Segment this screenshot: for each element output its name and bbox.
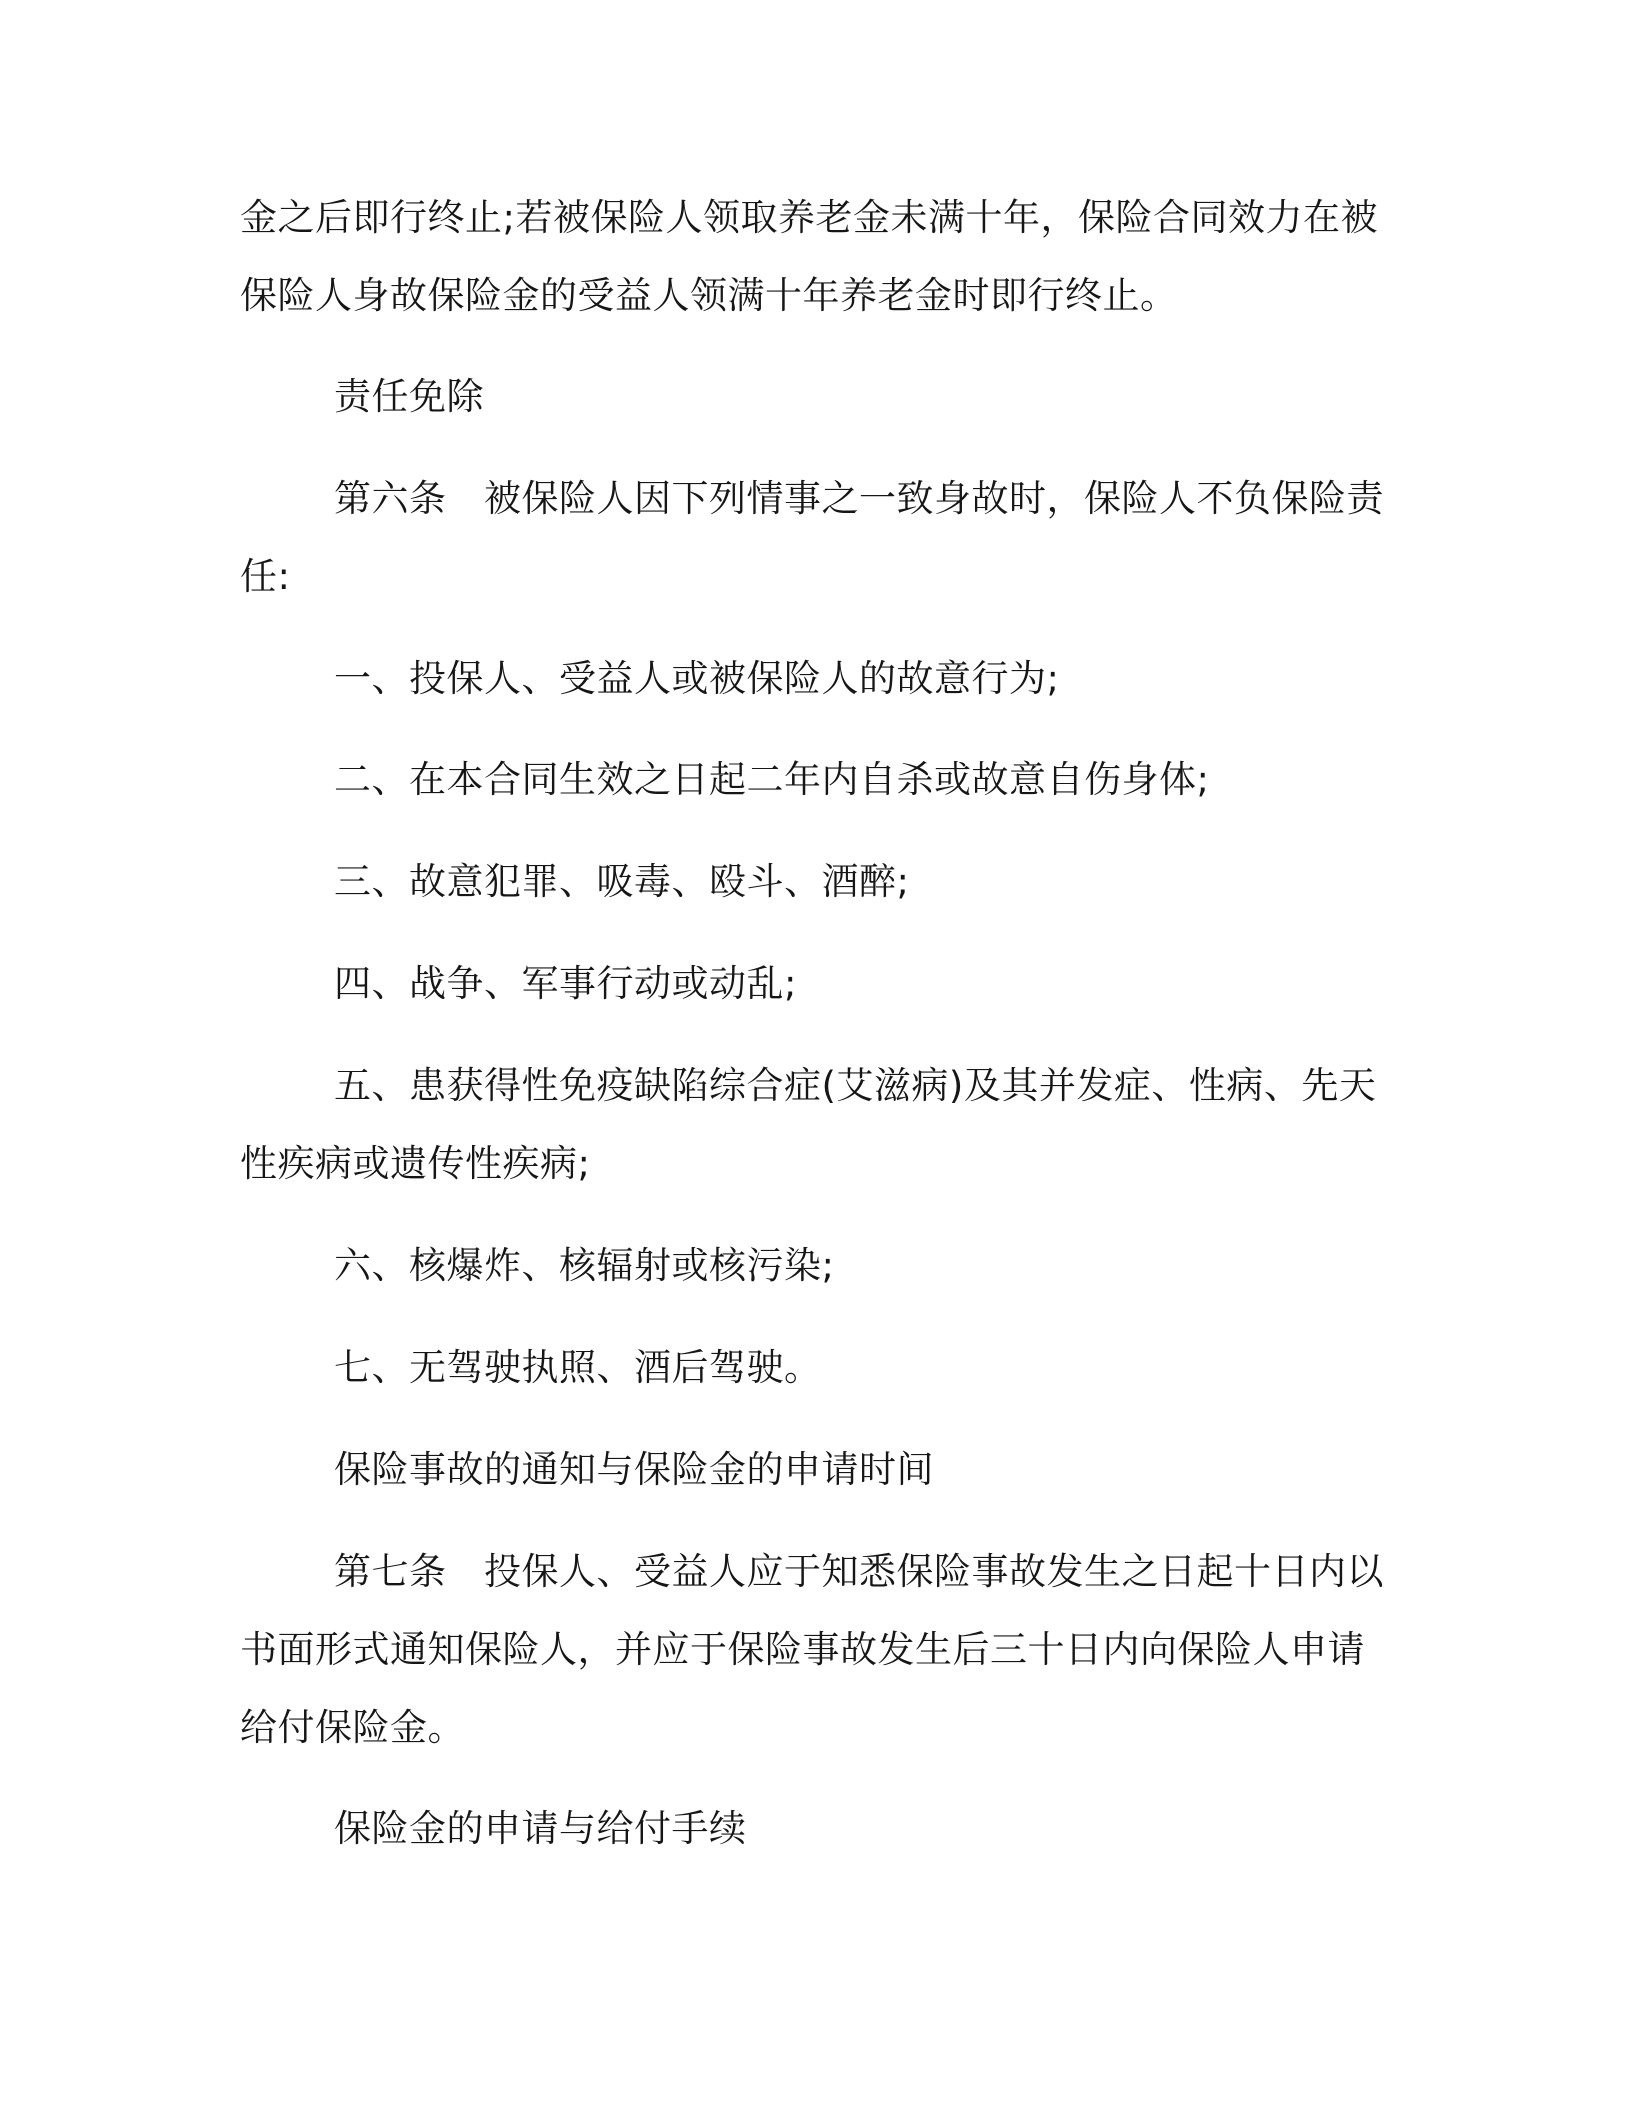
exemption-item-3 — [240, 843, 1380, 921]
text-line: 书面形式通知保险人，并应于保险事故发生后三十日内向保险人申请 — [240, 1628, 1365, 1671]
text-line: 责任免除 — [334, 375, 484, 418]
text-line: 三、故意犯罪、吸毒、殴斗、酒醉; — [334, 860, 910, 903]
text-line: 保险事故的通知与保险金的申请时间 — [334, 1448, 934, 1491]
exemption-item-6 — [240, 1227, 1380, 1305]
exemption-item-2 — [240, 741, 1380, 819]
text-line: 六、核爆炸、核辐射或核污染; — [334, 1244, 835, 1287]
text-line: 任: — [240, 555, 291, 598]
exemption-item-4 — [240, 945, 1380, 1023]
text-line: 给付保险金。 — [240, 1706, 465, 1749]
text-line: 七、无驾驶执照、酒后驾驶。 — [334, 1346, 822, 1389]
exemption-item-1 — [240, 640, 1380, 718]
exemption-item-7 — [240, 1329, 1380, 1407]
article-six — [240, 460, 1384, 616]
text-line: 第六条 被保险人因下列情事之一致身故时，保险人不负保险责 — [334, 477, 1384, 520]
text-line: 保险人身故保险金的受益人领满十年养老金时即行终止。 — [240, 274, 1178, 317]
text-line: 保险金的申请与给付手续 — [334, 1807, 747, 1850]
text-line: 四、战争、军事行动或动乱; — [334, 962, 797, 1005]
paragraph-continuation-termination — [240, 179, 1380, 335]
exemption-item-5 — [240, 1047, 1380, 1203]
text-line: 金之后即行终止;若被保险人领取养老金未满十年，保险合同效力在被 — [240, 196, 1378, 239]
text-line: 五、患获得性免疫缺陷综合症(艾滋病)及其并发症、性病、先天 — [334, 1064, 1377, 1107]
text-line: 第七条 投保人、受益人应于知悉保险事故发生之日起十日内以 — [334, 1550, 1384, 1593]
text-line: 性疾病或遗传性疾病; — [240, 1142, 591, 1185]
heading-claim-procedure — [240, 1790, 1380, 1868]
text-line: 一、投保人、受益人或被保险人的故意行为; — [334, 657, 1060, 700]
heading-liability-exemption — [240, 358, 1380, 436]
text-line: 二、在本合同生效之日起二年内自杀或故意自伤身体; — [334, 758, 1210, 801]
article-seven — [240, 1533, 1384, 1767]
heading-accident-notification — [240, 1431, 1380, 1509]
